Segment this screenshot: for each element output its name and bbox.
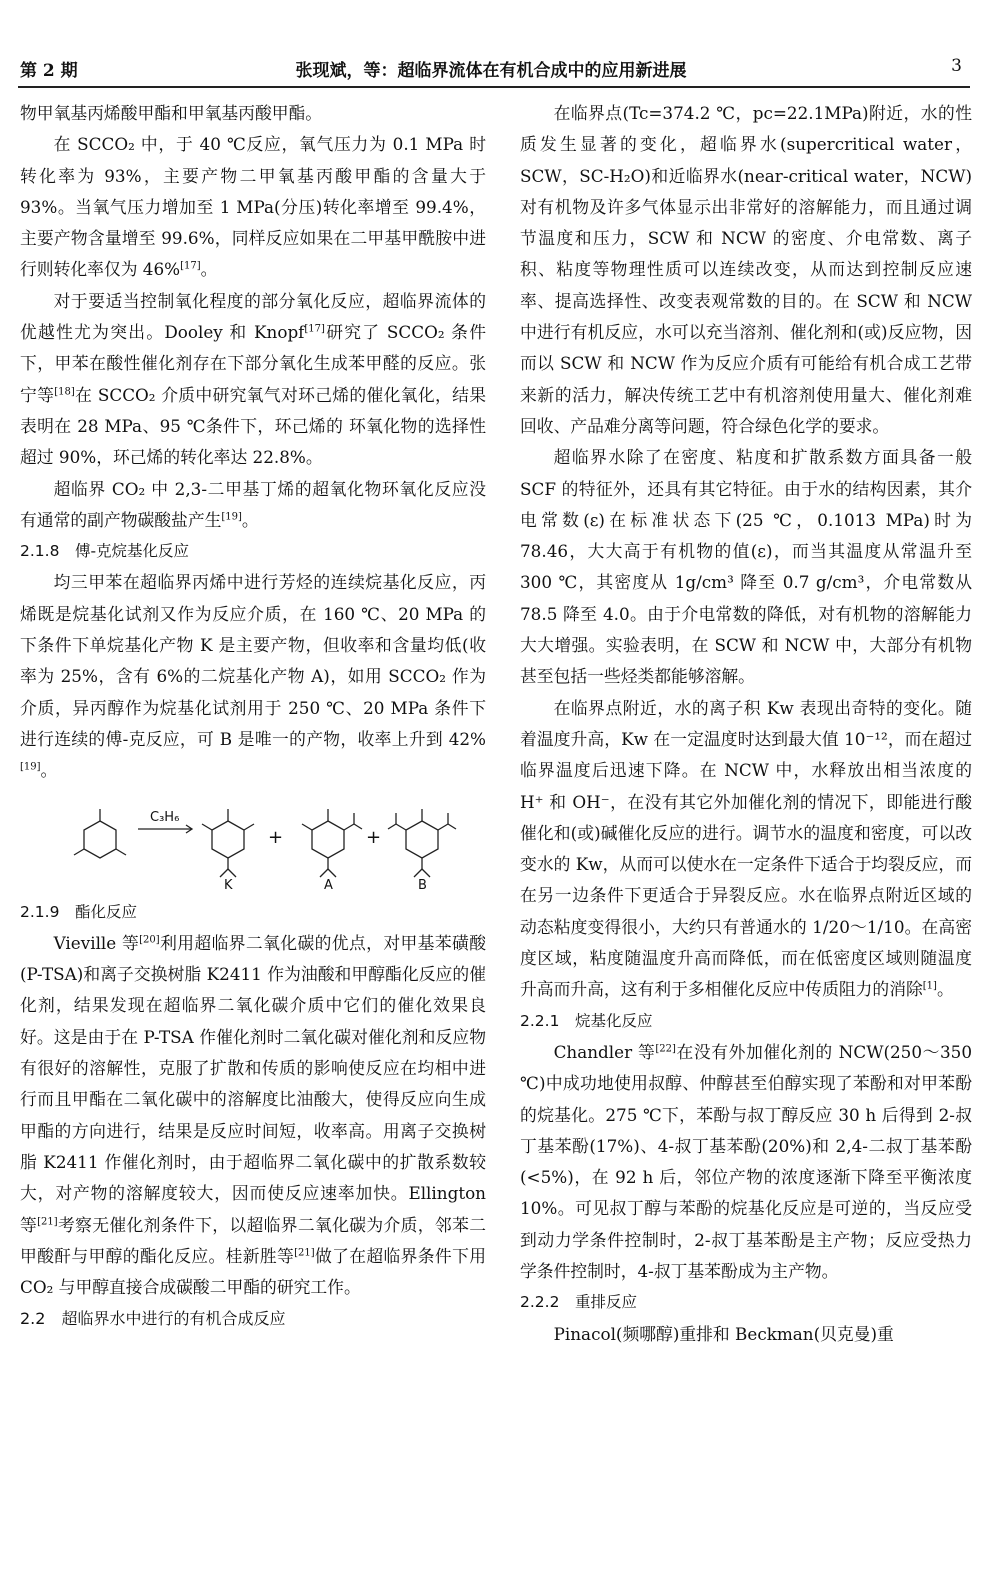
benzene-ring bbox=[212, 821, 244, 858]
left-column bbox=[20, 98, 486, 1335]
citation: [17] bbox=[180, 260, 201, 272]
product-label-a: A bbox=[324, 877, 333, 893]
citation: [22] bbox=[655, 1043, 676, 1055]
paragraph: 超临界 CO₂ 中 2,3-二甲基丁烯的超氧化物环氧化反应没有通常的副产物碳酸盐产生[19]。 bbox=[20, 478, 486, 530]
benzene-ring bbox=[84, 821, 116, 858]
paragraph: 在临界点(Tc=374.2 ℃，pc=22.1MPa)附近，水的性质发生显著的变化，超临界水(supercritical water，SCW，SC-H₂O)和近临界水(near-critical water，NCW)对有机物及许多气体显示出非常好的溶解能力，而且通过调节温度和压力，SCW 和 NCW 的密度、介电常数、离子积、粘度等物理性质可以连续改变，从而达到控制反应速率、提高选择性、改变表观常数的目的。在 SCW 和 NCW 中进行有机反应，水可以充当溶剂、催化剂和(或)反应物，因而以 SCW 和 NCW 作为反应介质有可能给有机合成工艺带来新的活力，解决传统工艺中有机溶剂使用量大、催化剂难回收、产品难分离等问题，符合绿色化学的要求。 bbox=[520, 103, 972, 436]
page-header bbox=[20, 56, 962, 90]
benzene-ring bbox=[312, 821, 344, 858]
paragraph: 物甲氧基丙烯酸甲酯和甲氧基丙酸甲酯。 bbox=[20, 103, 323, 123]
citation: [17] bbox=[304, 323, 325, 335]
citation: [19] bbox=[20, 761, 41, 773]
page-number: 3 bbox=[951, 56, 962, 76]
plus-sign: + bbox=[268, 826, 284, 848]
issue-number: 第 2 期 bbox=[20, 61, 78, 81]
plus-sign: + bbox=[366, 826, 382, 848]
paragraph: 超临界水除了在密度、粘度和扩散系数方面具备一般 SCF 的特征外，还具有其它特征。由于水的结构因素，其介电常数(ε)在标准状态下(25 ℃，0.1013 MPa)时为 78.46，大大高于有机物的值(ε)，而当其温度从常温升至 300 ℃，其密度从 1g/cm³ 降至 0.7 g/cm³，介电常数从 78.5 降至 4.0。由于介电常数的降低，对有机物的溶解能力大大增强。实验表明，在 SCW 和 NCW 中，大部分有机物甚至包括一些烃类都能够溶解。 bbox=[520, 447, 972, 687]
reagent-label: C₃H₆ bbox=[150, 809, 180, 825]
citation: [18] bbox=[54, 386, 75, 398]
citation: [21] bbox=[294, 1247, 315, 1259]
reaction-scheme bbox=[60, 789, 460, 895]
section-heading: 2.2.2 重排反应 bbox=[520, 1293, 637, 1312]
paragraph: 均三甲苯在超临界丙烯中进行芳烃的连续烷基化反应，丙烯既是烷基化试剂又作为反应介质，在 160 ℃、20 MPa 的下条件下单烷基化产物 K 是主要产物，但收率和含量均低(收率为 25%，含有 6%的二烷基化产物 A)，如用 SCCO₂ 作为介质，异丙醇作为烷基化试剂用于 250 ℃、20 MPa 条件下进行连续的傅-克反应，可 B 是唯一的产物，收率上升到 42%[19]。 bbox=[20, 572, 486, 781]
section-heading: 2.2.1 烷基化反应 bbox=[520, 1011, 653, 1030]
paragraph: Chandler 等[22]在没有外加催化剂的 NCW(250～350 ℃)中成功地使用叔醇、仲醇甚至伯醇实现了苯酚和对甲苯酚的烷基化。275 ℃下，苯酚与叔丁醇反应 30 h 后得到 2-叔丁基苯酚(17%)、4-叔丁基苯酚(20%)和 2,4-二叔丁基苯酚(<5%)，在 92 h 后，邻位产物的浓度逐渐下降至平衡浓度 10%。可见叔丁醇与苯酚的烷基化反应是可逆的，当反应受到动力学条件控制时，2-叔丁基苯酚是主产物；反应受热力学条件控制时，4-叔丁基苯酚成为主产物。 bbox=[520, 1041, 973, 1281]
section-heading: 2.2 超临界水中进行的有机合成反应 bbox=[20, 1309, 286, 1329]
paragraph: Pinacol(频哪醇)重排和 Beckman(贝克曼)重 bbox=[553, 1323, 894, 1344]
citation: [1] bbox=[922, 980, 937, 992]
paragraph: 在 SCCO₂ 中，于 40 ℃反应，氧气压力为 0.1 MPa 时转化率为 93%，主要产物二甲氧基丙酸甲酯的含量大于 93%。当氧气压力增加至 1 MPa(分压)转化率增至 99.4%，主要产物含量增至 99.6%，同样反应如果在二甲基甲酰胺中进行则转化率仅为 46%[17]。 bbox=[20, 134, 486, 280]
citation: [21] bbox=[37, 1215, 58, 1227]
paragraph: 对于要适当控制氧化程度的部分氧化反应，超临界流体的优越性尤为突出。Dooley 和 Knopf[17]研究了 SCCO₂ 条件下，甲苯在酸性催化剂存在下部分氧化生成苯甲醛的反应。张宁等[18]在 SCCO₂ 介质中研究氧气对环己烯的催化氧化，结果表明在 28 MPa、95 ℃条件下，环己烯的 环氧化物的选择性超过 90%，环己烯的转化率达 22.8%。 bbox=[20, 290, 486, 468]
section-heading: 2.1.9 酯化反应 bbox=[20, 902, 137, 921]
section-heading: 2.1.8 傅-克烷基化反应 bbox=[20, 542, 190, 561]
reaction-scheme-drawing bbox=[60, 789, 460, 895]
citation: [19] bbox=[221, 511, 242, 523]
product-label-k: K bbox=[224, 877, 233, 893]
benzene-ring bbox=[406, 821, 438, 858]
paragraph: 在临界点附近，水的离子积 Kw 表现出奇特的变化。随着温度升高，Kw 在一定温度时达到最大值 10⁻¹²，而在超过临界温度后迅速下降。在 NCW 中，水释放出相当浓度的 H⁺ 和 OH⁻，在没有其它外加催化剂的情况下，即能进行酸催化和(或)碱催化反应的进行。调节水的温度和密度，可以改变水的 Kw，从而可以使水在一定条件下适合于均裂反应，而在另一边条件下更适合于异裂反应。水在临界点附近区域的动态粘度变得很小，大约只有普通水的 1/20～1/10。在高密度区域，粘度随温度升高而降低，而在低密度区域则随温度升高而升高，这有利于多相催化反应中传质阻力的消除[1]。 bbox=[520, 697, 972, 1000]
header-divider bbox=[18, 86, 970, 88]
running-title: 张现斌，等：超临界流体在有机合成中的应用新进展 bbox=[295, 61, 687, 81]
product-label-b: B bbox=[418, 877, 427, 893]
right-column bbox=[520, 98, 972, 1350]
citation: [20] bbox=[139, 934, 160, 946]
paragraph: Vieville 等[20]利用超临界二氧化碳的优点，对甲基苯磺酸(P-TSA)和离子交换树脂 K2411 作为油酸和甲醇酯化反应的催化剂，结果发现在超临界二氧化碳介质中它们的催化效果良好。这是由于在 P-TSA 作催化剂时二氧化碳对催化剂和反应物有很好的溶解性，克服了扩散和传质的影响使反应在均相中进行而且甲酯在二氧化碳中的溶解度比油酸大，使得反应向生成甲酯的方向进行，结果是反应时间短，收率高。用离子交换树脂 K2411 作催化剂时，由于超临界二氧化碳中的扩散系数较大，对产物的溶解度较大，因而使反应速率加快。Ellington 等[21]考察无催化剂条件下，以超临界二氧化碳为介质，邻苯二甲酸酐与甲醇的酯化反应。桂新胜等[21]做了在超临界条件下用 CO₂ 与甲醇直接合成碳酸二甲酯的研究工作。 bbox=[20, 932, 486, 1298]
